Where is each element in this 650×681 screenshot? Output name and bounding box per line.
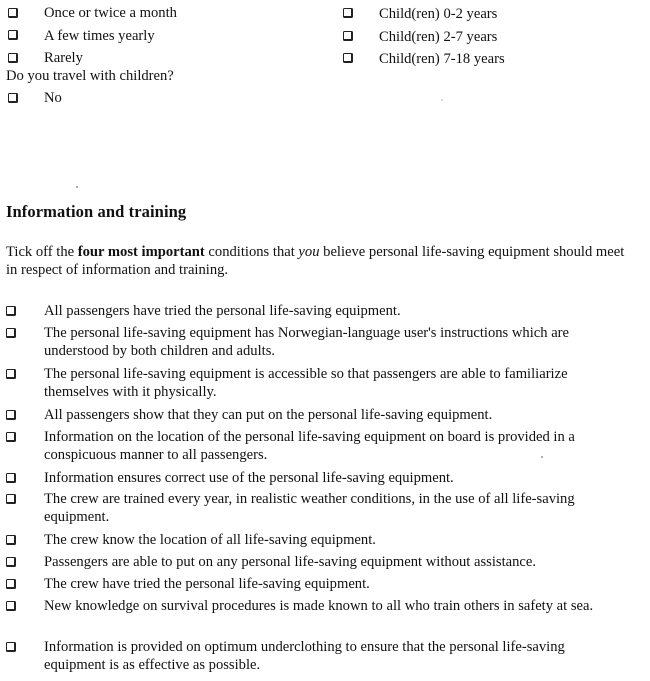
checkbox[interactable] — [6, 306, 16, 316]
checklist-item-text: All passengers have tried the personal life-saving equipment. — [44, 303, 401, 319]
option-label: Child(ren) 2-7 years — [379, 29, 498, 45]
checkbox-no-children[interactable] — [8, 93, 18, 103]
checkbox[interactable] — [6, 432, 16, 442]
checklist-item-text: Information is provided on optimum underclothing to ensure that the personal life-saving equipment is as effective as possible. — [44, 639, 565, 673]
intro-emphasis-italic: you — [298, 244, 320, 260]
option-label: Rarely — [44, 50, 83, 66]
checkbox-children-7-18[interactable] — [343, 53, 353, 63]
checklist-item-text: Passengers are able to put on any personal life-saving equipment without assistance. — [44, 554, 537, 570]
checkbox[interactable] — [6, 642, 16, 652]
checkbox[interactable] — [6, 579, 16, 589]
scan-speck — [76, 186, 78, 188]
section-intro — [6, 244, 626, 279]
option-label: A few times yearly — [44, 28, 155, 44]
checklist-item-text: The personal life-saving equipment is accessible so that passengers are able to familiarize themselves with it physically. — [44, 366, 568, 400]
checklist-item-text: The personal life-saving equipment has Norwegian-language user's instructions which are understood by both children and adults. — [44, 325, 570, 359]
checklist-item-text: The crew are trained every year, in realistic weather conditions, in the use of all life-saving equipment. — [44, 491, 575, 525]
checkbox[interactable] — [6, 557, 16, 567]
checklist-item-text: Information ensures correct use of the personal life-saving equipment. — [44, 470, 454, 486]
checkbox[interactable] — [6, 410, 16, 420]
checkbox-a-few-times-yearly[interactable] — [8, 30, 18, 40]
checkbox[interactable] — [6, 601, 16, 611]
option-label: Once or twice a month — [44, 5, 177, 21]
question-label: Do you travel with children? — [6, 68, 174, 84]
checkbox-once-or-twice-a-month[interactable] — [8, 8, 18, 18]
checklist-item-text: New knowledge on survival procedures is made known to all who train others in safety at sea. — [44, 598, 594, 614]
intro-text: conditions that — [204, 244, 299, 260]
checkbox[interactable] — [6, 494, 16, 504]
checkbox[interactable] — [6, 535, 16, 545]
option-label: Child(ren) 7-18 years — [379, 51, 505, 67]
checkbox-children-0-2[interactable] — [343, 8, 353, 18]
option-label: Child(ren) 0-2 years — [379, 6, 498, 22]
scan-speck — [441, 99, 443, 101]
option-label: No — [44, 90, 62, 106]
checklist-item-text: Information on the location of the personal life-saving equipment on board is provided in a conspicuous manner to all passengers. — [44, 429, 575, 463]
intro-text: Tick off the — [6, 244, 78, 260]
checkbox-children-2-7[interactable] — [343, 31, 353, 41]
checkbox[interactable] — [6, 328, 16, 338]
checkbox[interactable] — [6, 369, 16, 379]
checklist-item-text: The crew know the location of all life-saving equipment. — [44, 532, 376, 548]
section-title: Information and training — [6, 202, 187, 221]
checkbox-rarely[interactable] — [8, 53, 18, 63]
checkbox[interactable] — [6, 473, 16, 483]
checklist-item-text: The crew have tried the personal life-saving equipment. — [44, 576, 370, 592]
intro-emphasis-bold: four most important — [77, 244, 205, 260]
intro-text: believe personal life-saving equipment should meet in respect of information and training. — [6, 244, 625, 278]
checklist-item-text: All passengers show that they can put on the personal life-saving equipment. — [44, 407, 493, 423]
